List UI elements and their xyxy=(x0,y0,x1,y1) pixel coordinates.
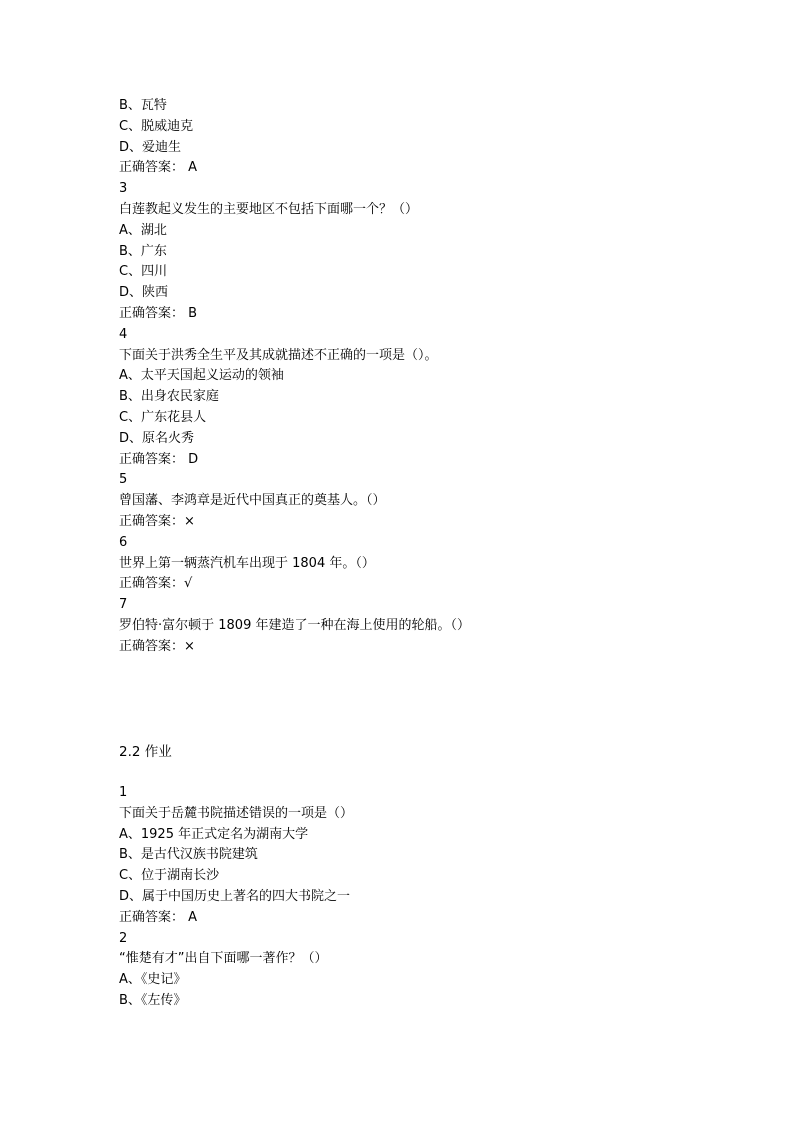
question-number: 2 xyxy=(119,930,128,946)
answer-line: 正确答案： B xyxy=(119,305,198,321)
option-line: A、1925 年正式定名为湖南大学 xyxy=(119,826,309,842)
option-line: C、位于湖南长沙 xyxy=(119,868,220,884)
question-number: 6 xyxy=(119,534,128,550)
quiz-section-block xyxy=(119,783,719,1012)
section-heading: 2.2 作业 xyxy=(119,744,172,760)
answer-line: 正确答案： A xyxy=(119,909,198,925)
question-text: 下面关于岳麓书院描述错误的一项是（） xyxy=(119,805,354,821)
question-text: 下面关于洪秀全生平及其成就描述不正确的一项是（）。 xyxy=(119,347,438,363)
option-line: B、出身农民家庭 xyxy=(119,389,219,405)
question-text: 曾国藩、李鸿章是近代中国真正的奠基人。（） xyxy=(119,493,386,509)
question-text: 白莲教起义发生的主要地区不包括下面哪一个？（） xyxy=(119,201,419,217)
quiz-continuation-block xyxy=(119,96,719,658)
option-line: A、《史记》 xyxy=(119,972,187,988)
option-line: B、是古代汉族书院建筑 xyxy=(119,847,258,863)
question-number: 4 xyxy=(119,326,128,342)
answer-line: 正确答案：× xyxy=(119,513,195,529)
option-line: A、太平天国起义运动的领袖 xyxy=(119,368,284,384)
answer-line: 正确答案：√ xyxy=(119,576,193,592)
question-number: 5 xyxy=(119,472,128,488)
question-text: “惟楚有才”出自下面哪一著作？（） xyxy=(119,951,328,967)
option-line: D、爱迪生 xyxy=(119,139,182,155)
option-line: B、广东 xyxy=(119,243,167,259)
option-line: C、广东花县人 xyxy=(119,409,207,425)
answer-line: 正确答案：× xyxy=(119,638,195,654)
option-line: D、陕西 xyxy=(119,285,169,301)
question-number: 1 xyxy=(119,785,128,800)
option-line: D、属于中国历史上著名的四大书院之一 xyxy=(119,888,351,904)
option-line: C、脱威迪克 xyxy=(119,118,194,134)
question-number: 3 xyxy=(119,181,128,197)
option-line: A、湖北 xyxy=(119,222,167,238)
option-line: D、原名火秀 xyxy=(119,430,195,446)
question-number: 7 xyxy=(119,597,128,613)
answer-line: 正确答案： A xyxy=(119,160,198,176)
option-line: B、瓦特 xyxy=(119,98,167,113)
option-line: C、四川 xyxy=(119,264,168,280)
option-line: B、《左传》 xyxy=(119,992,187,1008)
answer-line: 正确答案： D xyxy=(119,451,199,467)
question-text: 罗伯特·富尔顿于 1809 年建造了一种在海上使用的轮船。（） xyxy=(119,617,470,633)
question-text: 世界上第一辆蒸汽机车出现于 1804 年。（） xyxy=(119,555,375,571)
